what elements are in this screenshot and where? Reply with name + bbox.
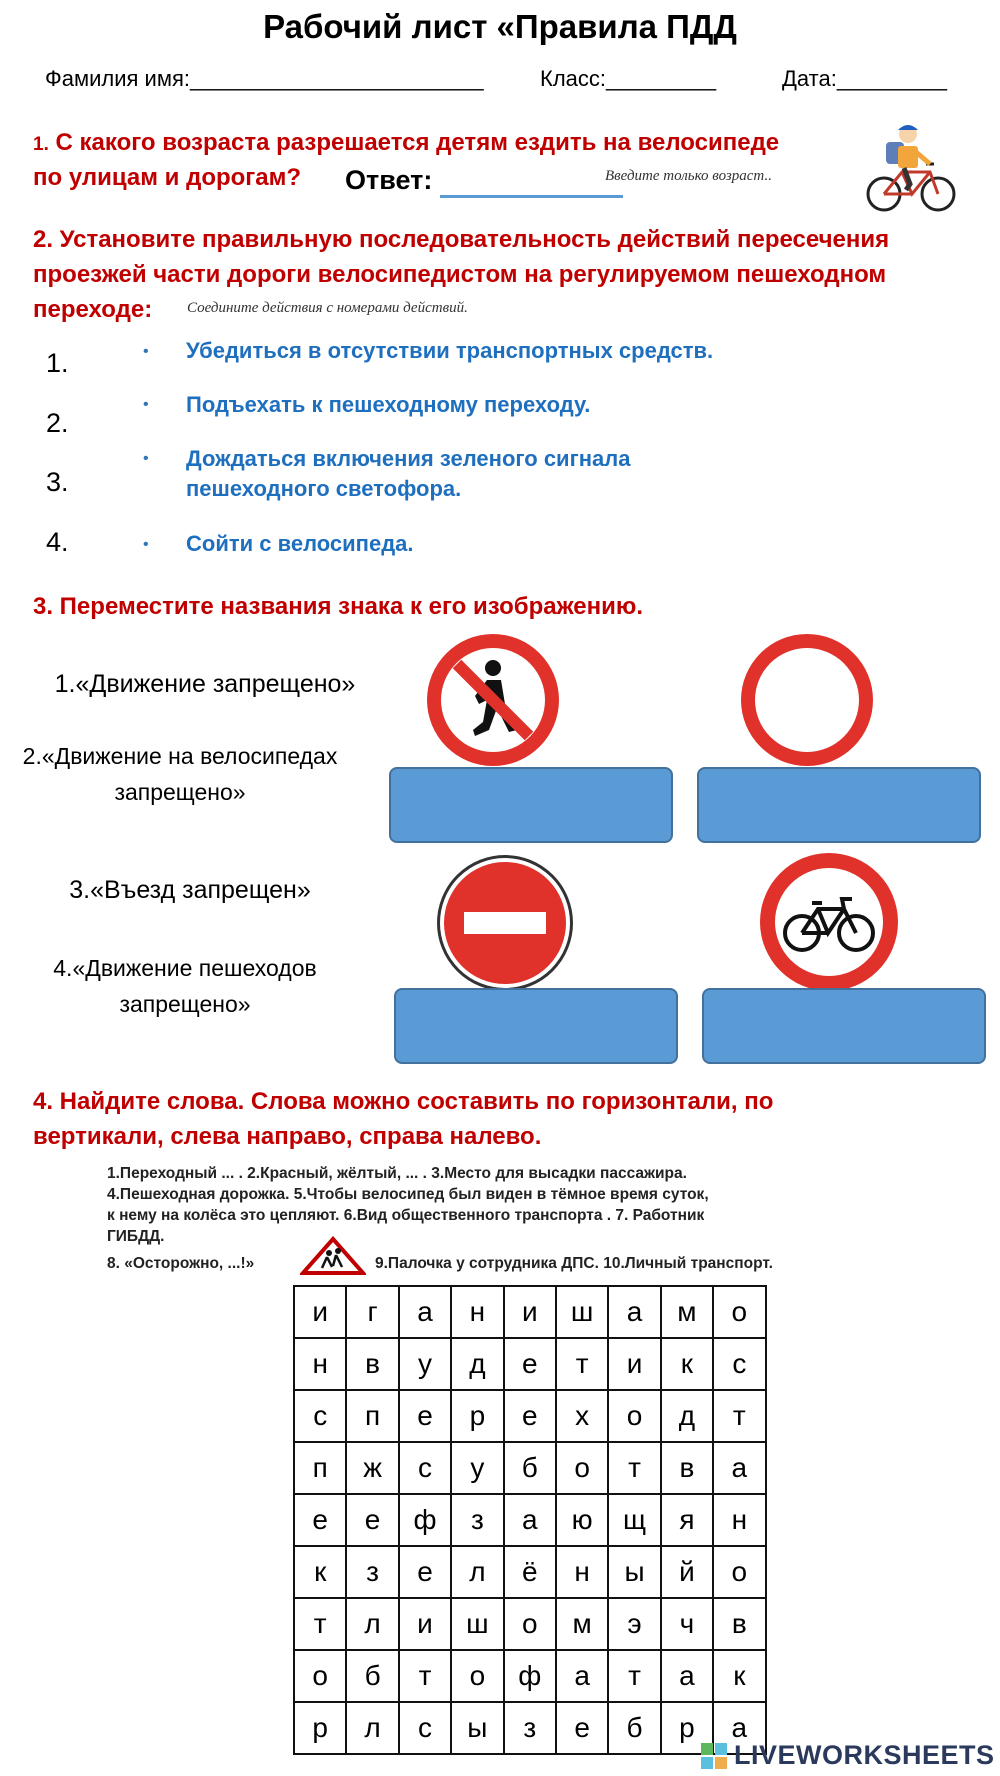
grid-cell[interactable]: р: [661, 1702, 713, 1754]
q1-answer-input[interactable]: [440, 172, 623, 198]
grid-cell[interactable]: е: [399, 1390, 451, 1442]
grid-cell[interactable]: з: [346, 1546, 398, 1598]
grid-cell[interactable]: к: [661, 1338, 713, 1390]
step-item[interactable]: Сойти с велосипеда.: [186, 531, 414, 556]
grid-cell[interactable]: ш: [556, 1286, 608, 1338]
grid-cell[interactable]: а: [661, 1650, 713, 1702]
name-line: ________________________: [189, 66, 484, 91]
grid-cell[interactable]: и: [294, 1286, 346, 1338]
grid-cell[interactable]: р: [294, 1702, 346, 1754]
grid-cell[interactable]: я: [661, 1494, 713, 1546]
grid-row: [294, 1442, 766, 1494]
grid-cell[interactable]: б: [608, 1702, 660, 1754]
clue-line: к нему на колёса это цепляют. 6.Вид общественного транспорта . 7. Работник: [107, 1207, 705, 1224]
bullet: •: [143, 343, 149, 360]
sign-name-3[interactable]: 3.«Въезд запрещен»: [69, 876, 311, 904]
grid-cell[interactable]: а: [556, 1650, 608, 1702]
grid-row: [294, 1546, 766, 1598]
bullet: •: [143, 450, 149, 467]
grid-cell[interactable]: к: [713, 1650, 765, 1702]
grid-cell[interactable]: д: [661, 1390, 713, 1442]
clue-8: 8. «Осторожно, ...!»: [107, 1255, 255, 1272]
grid-cell[interactable]: о: [504, 1598, 556, 1650]
grid-cell[interactable]: е: [294, 1494, 346, 1546]
sign-name-1[interactable]: 1.«Движение запрещено»: [54, 670, 356, 698]
grid-cell[interactable]: е: [556, 1702, 608, 1754]
no-bicycles-sign: [760, 853, 898, 991]
bullet: •: [143, 536, 149, 553]
grid-cell[interactable]: о: [451, 1650, 503, 1702]
grid-cell[interactable]: т: [713, 1390, 765, 1442]
grid-cell[interactable]: с: [399, 1442, 451, 1494]
grid-row: [294, 1286, 766, 1338]
grid-cell[interactable]: д: [451, 1338, 503, 1390]
grid-cell[interactable]: р: [451, 1390, 503, 1442]
q3-title: 3. Переместите названия знака к его изображению.: [33, 593, 644, 620]
sign-drop-box-3[interactable]: [394, 988, 678, 1064]
grid-cell[interactable]: э: [608, 1598, 660, 1650]
bicycle-icon: [760, 853, 898, 991]
grid-cell[interactable]: ы: [451, 1702, 503, 1754]
grid-cell[interactable]: о: [608, 1390, 660, 1442]
grid-cell[interactable]: ё: [504, 1546, 556, 1598]
grid-cell[interactable]: л: [451, 1546, 503, 1598]
grid-cell[interactable]: а: [399, 1286, 451, 1338]
class-field[interactable]: [540, 66, 716, 92]
grid-cell[interactable]: т: [608, 1442, 660, 1494]
grid-cell[interactable]: п: [346, 1390, 398, 1442]
sign-drop-box-4[interactable]: [702, 988, 986, 1064]
grid-cell[interactable]: у: [451, 1442, 503, 1494]
q4-title-line1: 4. Найдите слова. Слова можно составить по горизонтали, по: [33, 1088, 774, 1115]
grid-cell[interactable]: н: [451, 1286, 503, 1338]
class-label: Класс:: [540, 66, 606, 91]
grid-cell[interactable]: н: [294, 1338, 346, 1390]
class-line: _________: [606, 66, 717, 91]
grid-cell[interactable]: г: [346, 1286, 398, 1338]
children-warning-sign-icon: [300, 1236, 366, 1276]
grid-cell[interactable]: а: [504, 1494, 556, 1546]
q2-line2: проезжей части дороги велосипедистом на регулируемом пешеходном: [33, 261, 887, 288]
no-pedestrians-sign: [427, 634, 559, 766]
no-traffic-sign: [741, 634, 873, 766]
grid-cell[interactable]: е: [504, 1390, 556, 1442]
grid-cell[interactable]: з: [451, 1494, 503, 1546]
q4-title-line2: вертикали, слева направо, справа налево.: [33, 1123, 542, 1150]
grid-cell[interactable]: а: [713, 1702, 765, 1754]
grid-cell[interactable]: е: [504, 1338, 556, 1390]
grid-cell[interactable]: т: [399, 1650, 451, 1702]
name-label: Фамилия имя:: [45, 66, 190, 91]
grid-cell[interactable]: л: [346, 1598, 398, 1650]
bullet: •: [143, 396, 149, 413]
q1-question: [33, 125, 853, 162]
watermark-text: LIVEWORKSHEETS: [734, 1740, 995, 1770]
grid-cell[interactable]: в: [713, 1598, 765, 1650]
grid-cell[interactable]: м: [556, 1598, 608, 1650]
grid-row: [294, 1598, 766, 1650]
grid-cell[interactable]: а: [608, 1286, 660, 1338]
page-title: Рабочий лист «Правила ПДД: [263, 8, 737, 45]
grid-cell[interactable]: и: [399, 1598, 451, 1650]
grid-cell[interactable]: ш: [451, 1598, 503, 1650]
grid-cell[interactable]: т: [608, 1650, 660, 1702]
word-search-grid[interactable]: [293, 1285, 767, 1755]
sign-drop-box-1[interactable]: [389, 767, 673, 843]
grid-cell[interactable]: о: [713, 1286, 765, 1338]
grid-cell[interactable]: т: [294, 1598, 346, 1650]
grid-cell[interactable]: с: [294, 1390, 346, 1442]
cyclist-illustration-icon: [858, 120, 966, 218]
no-entry-sign: [437, 855, 573, 991]
q1-answer-label: Ответ:: [345, 165, 433, 195]
sign-drop-box-2[interactable]: [697, 767, 981, 843]
grid-cell[interactable]: н: [556, 1546, 608, 1598]
grid-cell[interactable]: у: [399, 1338, 451, 1390]
clue-line: 1.Переходный ... . 2.Красный, жёлтый, ... . 3.Место для высадки пассажира.: [107, 1165, 687, 1182]
grid-row: [294, 1650, 766, 1702]
grid-cell[interactable]: ф: [504, 1650, 556, 1702]
grid-cell[interactable]: а: [713, 1442, 765, 1494]
grid-cell[interactable]: х: [556, 1390, 608, 1442]
word-clues: [107, 1163, 887, 1247]
grid-row: [294, 1390, 766, 1442]
grid-cell[interactable]: л: [346, 1702, 398, 1754]
date-label: Дата:: [782, 66, 837, 91]
grid-cell[interactable]: н: [713, 1494, 765, 1546]
grid-cell[interactable]: о: [556, 1442, 608, 1494]
step-number-4: 4.: [46, 527, 69, 557]
q1-number: 1.: [33, 134, 49, 155]
grid-cell[interactable]: к: [294, 1546, 346, 1598]
grid-cell[interactable]: ф: [399, 1494, 451, 1546]
grid-cell[interactable]: ю: [556, 1494, 608, 1546]
q1-answer-hint: Введите только возраст..: [605, 168, 772, 184]
q1-text-line2: по улицам и дорогам?: [33, 164, 302, 191]
grid-cell[interactable]: б: [504, 1442, 556, 1494]
grid-row: [294, 1702, 766, 1754]
name-field[interactable]: [45, 66, 484, 92]
clue-line-5: 9.Палочка у сотрудника ДПС. 10.Личный транспорт.: [375, 1255, 773, 1272]
grid-cell[interactable]: в: [661, 1442, 713, 1494]
watermark: [700, 1740, 995, 1771]
sign-name-4[interactable]: 4.«Движение пешеходов запрещено»: [53, 955, 317, 1017]
grid-cell[interactable]: ч: [661, 1598, 713, 1650]
grid-cell[interactable]: о: [294, 1650, 346, 1702]
grid-cell[interactable]: ж: [346, 1442, 398, 1494]
q1-text-line1: С какого возраста разрешается детям ездить на велосипеде: [55, 129, 780, 156]
clue-line: 4.Пешеходная дорожка. 5.Чтобы велосипед был виден в тёмное время суток,: [107, 1186, 709, 1203]
grid-cell[interactable]: с: [713, 1338, 765, 1390]
grid-cell[interactable]: б: [346, 1650, 398, 1702]
clue-line: ГИБДД.: [107, 1228, 165, 1245]
q2-line1: 2. Установите правильную последовательность действий пересечения: [33, 226, 890, 253]
grid-cell[interactable]: е: [346, 1494, 398, 1546]
step-number-2: 2.: [46, 408, 69, 438]
no-entry-bar-icon: [464, 912, 546, 934]
grid-cell[interactable]: т: [556, 1338, 608, 1390]
sign-name-2[interactable]: 2.«Движение на велосипедах запрещено»: [22, 743, 338, 805]
date-line: _________: [836, 66, 947, 91]
step-number-3: 3.: [46, 467, 69, 497]
grid-cell[interactable]: щ: [608, 1494, 660, 1546]
pedestrian-icon: [427, 634, 559, 766]
step-item[interactable]: Подъехать к пешеходному переходу.: [186, 392, 591, 417]
step-number-1: 1.: [46, 348, 69, 378]
grid-row: [294, 1338, 766, 1390]
grid-cell[interactable]: з: [504, 1702, 556, 1754]
grid-cell[interactable]: о: [713, 1546, 765, 1598]
grid-cell[interactable]: е: [399, 1546, 451, 1598]
q2-hint: Соедините действия с номерами действий.: [187, 300, 468, 316]
step-item[interactable]: Дождаться включения зеленого сигнала пешеходного светофора.: [186, 446, 631, 501]
step-item[interactable]: Убедиться в отсутствии транспортных средств.: [186, 338, 714, 363]
date-field[interactable]: [782, 66, 947, 92]
grid-cell[interactable]: в: [346, 1338, 398, 1390]
grid-cell[interactable]: и: [608, 1338, 660, 1390]
grid-cell[interactable]: ы: [608, 1546, 660, 1598]
grid-cell[interactable]: с: [399, 1702, 451, 1754]
liveworksheets-logo-icon: [700, 1742, 728, 1770]
grid-row: [294, 1494, 766, 1546]
grid-cell[interactable]: и: [504, 1286, 556, 1338]
grid-cell[interactable]: п: [294, 1442, 346, 1494]
grid-cell[interactable]: й: [661, 1546, 713, 1598]
grid-cell[interactable]: м: [661, 1286, 713, 1338]
q2-line3: переходе:: [33, 296, 153, 323]
